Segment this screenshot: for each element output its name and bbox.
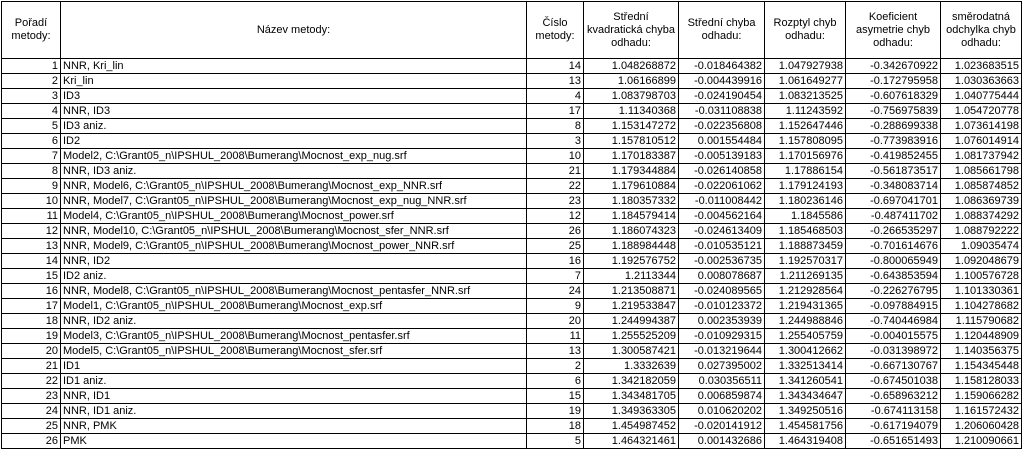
header-rank: Pořadí metody:	[2, 2, 61, 59]
cell-name: NNR, ID2	[61, 254, 527, 269]
cell-number: 22	[527, 179, 584, 194]
cell-rank: 5	[2, 119, 61, 134]
cell-number: 3	[527, 134, 584, 149]
cell-variance: 1.061649277	[765, 74, 846, 89]
cell-number: 8	[527, 119, 584, 134]
cell-rank: 10	[2, 194, 61, 209]
cell-skew: -0.288699338	[846, 119, 941, 134]
cell-variance: 1.192570317	[765, 254, 846, 269]
cell-rank: 14	[2, 254, 61, 269]
cell-mean: 0.001554484	[679, 134, 765, 149]
header-variance: Rozptyl chyb odhadu:	[765, 2, 846, 59]
cell-rmse: 1.184579414	[584, 209, 679, 224]
cell-mean: -0.018464382	[679, 59, 765, 74]
header-rmse: Střední kvadratická chyba odhadu:	[584, 2, 679, 59]
cell-variance: 1.185468503	[765, 224, 846, 239]
cell-mean: -0.020141912	[679, 419, 765, 434]
cell-skew: -0.419852455	[846, 149, 941, 164]
cell-variance: 1.343434647	[765, 389, 846, 404]
cell-stdev: 1.161572432	[941, 404, 1022, 419]
cell-rmse: 1.186074323	[584, 224, 679, 239]
cell-name: PMK	[61, 434, 527, 449]
table-row	[2, 104, 1022, 119]
cell-number: 18	[527, 419, 584, 434]
cell-rank: 16	[2, 284, 61, 299]
header-skew: Koeficient asymetrie chyb odhadu:	[846, 2, 941, 59]
cell-mean: -0.026140858	[679, 164, 765, 179]
cell-rmse: 1.06166899	[584, 74, 679, 89]
cell-stdev: 1.092048679	[941, 254, 1022, 269]
cell-mean: 0.001432686	[679, 434, 765, 449]
cell-mean: 0.002353939	[679, 314, 765, 329]
cell-name: ID3 aniz.	[61, 119, 527, 134]
table-row	[2, 254, 1022, 269]
cell-rmse: 1.343481705	[584, 389, 679, 404]
table-row	[2, 239, 1022, 254]
table-row	[2, 374, 1022, 389]
cell-skew: -0.004015575	[846, 329, 941, 344]
cell-stdev: 1.120448909	[941, 329, 1022, 344]
table-row	[2, 89, 1022, 104]
cell-skew: -0.756975839	[846, 104, 941, 119]
cell-stdev: 1.154345448	[941, 359, 1022, 374]
cell-number: 19	[527, 404, 584, 419]
cell-mean: -0.002536735	[679, 254, 765, 269]
cell-mean: -0.004562164	[679, 209, 765, 224]
cell-rank: 17	[2, 299, 61, 314]
cell-name: Model5, C:\Grant05_n\IPSHUL_2008\Bumerang\Mocnost_sfer.srf	[61, 344, 527, 359]
cell-mean: 0.010620202	[679, 404, 765, 419]
cell-rmse: 1.192576752	[584, 254, 679, 269]
cell-rank: 15	[2, 269, 61, 284]
cell-stdev: 1.115790682	[941, 314, 1022, 329]
cell-name: NNR, Model6, C:\Grant05_n\IPSHUL_2008\Bumerang\Mocnost_exp_NNR.srf	[61, 179, 527, 194]
table-row	[2, 119, 1022, 134]
table-row	[2, 299, 1022, 314]
cell-number: 23	[527, 194, 584, 209]
cell-number: 25	[527, 239, 584, 254]
table-row	[2, 344, 1022, 359]
cell-number: 10	[527, 149, 584, 164]
cell-stdev: 1.073614198	[941, 119, 1022, 134]
cell-rank: 24	[2, 404, 61, 419]
cell-rmse: 1.454987452	[584, 419, 679, 434]
cell-mean: -0.004439916	[679, 74, 765, 89]
cell-skew: -0.561873517	[846, 164, 941, 179]
cell-rmse: 1.179610884	[584, 179, 679, 194]
cell-name: Model2, C:\Grant05_n\IPSHUL_2008\Bumerang\Mocnost_exp_nug.srf	[61, 149, 527, 164]
table-row	[2, 224, 1022, 239]
cell-variance: 1.255405759	[765, 329, 846, 344]
cell-variance: 1.152647446	[765, 119, 846, 134]
cell-mean: -0.022061062	[679, 179, 765, 194]
table-row	[2, 359, 1022, 374]
cell-number: 17	[527, 104, 584, 119]
cell-mean: 0.030356511	[679, 374, 765, 389]
cell-rank: 26	[2, 434, 61, 449]
cell-number: 11	[527, 329, 584, 344]
cell-skew: -0.607618329	[846, 89, 941, 104]
cell-variance: 1.211269135	[765, 269, 846, 284]
cell-rmse: 1.464321461	[584, 434, 679, 449]
cell-name: NNR, ID3 aniz.	[61, 164, 527, 179]
header-number: Číslo metody:	[527, 2, 584, 59]
cell-mean: -0.024613409	[679, 224, 765, 239]
cell-stdev: 1.023683515	[941, 59, 1022, 74]
table-row	[2, 314, 1022, 329]
cell-skew: -0.487411702	[846, 209, 941, 224]
cell-number: 2	[527, 359, 584, 374]
cell-skew: -0.658963212	[846, 389, 941, 404]
table-row	[2, 209, 1022, 224]
cell-name: Model1, C:\Grant05_n\IPSHUL_2008\Bumerang\Mocnost_exp.srf	[61, 299, 527, 314]
cell-skew: -0.643853594	[846, 269, 941, 284]
cell-name: Model3, C:\Grant05_n\IPSHUL_2008\Bumerang\Mocnost_pentasfer.srf	[61, 329, 527, 344]
cell-skew: -0.172795958	[846, 74, 941, 89]
cell-mean: 0.006859874	[679, 389, 765, 404]
cell-mean: -0.005139183	[679, 149, 765, 164]
cell-stdev: 1.140356375	[941, 344, 1022, 359]
cell-name: ID2 aniz.	[61, 269, 527, 284]
cell-rank: 23	[2, 389, 61, 404]
cell-rmse: 1.153147272	[584, 119, 679, 134]
cell-rmse: 1.179344884	[584, 164, 679, 179]
cell-rank: 21	[2, 359, 61, 374]
cell-stdev: 1.088792222	[941, 224, 1022, 239]
cell-skew: -0.651651493	[846, 434, 941, 449]
cell-skew: -0.697041701	[846, 194, 941, 209]
table-row	[2, 404, 1022, 419]
cell-stdev: 1.158128033	[941, 374, 1022, 389]
cell-variance: 1.464319408	[765, 434, 846, 449]
cell-variance: 1.188873459	[765, 239, 846, 254]
cell-number: 12	[527, 209, 584, 224]
table-row	[2, 269, 1022, 284]
cell-variance: 1.1845586	[765, 209, 846, 224]
cell-number: 20	[527, 314, 584, 329]
cell-rmse: 1.244994387	[584, 314, 679, 329]
cell-variance: 1.17886154	[765, 164, 846, 179]
cell-number: 9	[527, 299, 584, 314]
table-row	[2, 179, 1022, 194]
cell-skew: -0.773983916	[846, 134, 941, 149]
cell-stdev: 1.085661798	[941, 164, 1022, 179]
cell-mean: -0.022356808	[679, 119, 765, 134]
cell-number: 16	[527, 254, 584, 269]
cell-skew: -0.226276795	[846, 284, 941, 299]
cell-stdev: 1.09035474	[941, 239, 1022, 254]
cell-variance: 1.157808095	[765, 134, 846, 149]
cell-variance: 1.083213525	[765, 89, 846, 104]
cell-name: NNR, PMK	[61, 419, 527, 434]
cell-variance: 1.341260541	[765, 374, 846, 389]
header-name: Název metody:	[61, 2, 527, 59]
table-row	[2, 419, 1022, 434]
cell-rank: 4	[2, 104, 61, 119]
cell-number: 13	[527, 74, 584, 89]
cell-name: NNR, ID3	[61, 104, 527, 119]
cell-stdev: 1.085874852	[941, 179, 1022, 194]
cell-number: 5	[527, 434, 584, 449]
cell-stdev: 1.076014914	[941, 134, 1022, 149]
cell-stdev: 1.040775444	[941, 89, 1022, 104]
cell-variance: 1.244988846	[765, 314, 846, 329]
cell-mean: -0.013219644	[679, 344, 765, 359]
table-row	[2, 284, 1022, 299]
cell-rank: 3	[2, 89, 61, 104]
cell-stdev: 1.206060428	[941, 419, 1022, 434]
cell-variance: 1.300412662	[765, 344, 846, 359]
cell-rmse: 1.180357332	[584, 194, 679, 209]
table-row	[2, 194, 1022, 209]
table-row	[2, 164, 1022, 179]
cell-skew: -0.031398972	[846, 344, 941, 359]
cell-rmse: 1.083798703	[584, 89, 679, 104]
cell-stdev: 1.101330361	[941, 284, 1022, 299]
cell-number: 4	[527, 89, 584, 104]
cell-stdev: 1.104278682	[941, 299, 1022, 314]
cell-mean: -0.011008442	[679, 194, 765, 209]
header-mean: Střední chyba odhadu:	[679, 2, 765, 59]
cell-stdev: 1.100576728	[941, 269, 1022, 284]
cell-name: ID1	[61, 359, 527, 374]
cell-rmse: 1.048268872	[584, 59, 679, 74]
cell-name: NNR, Kri_lin	[61, 59, 527, 74]
cell-name: NNR, Model8, C:\Grant05_n\IPSHUL_2008\Bumerang\Mocnost_pentasfer_NNR.srf	[61, 284, 527, 299]
cell-number: 21	[527, 164, 584, 179]
cell-stdev: 1.081737942	[941, 149, 1022, 164]
cell-variance: 1.349250516	[765, 404, 846, 419]
cell-number: 7	[527, 269, 584, 284]
table-row	[2, 434, 1022, 449]
cell-mean: -0.024190454	[679, 89, 765, 104]
cell-mean: -0.031108838	[679, 104, 765, 119]
cell-skew: -0.342670922	[846, 59, 941, 74]
cell-rank: 9	[2, 179, 61, 194]
cell-rmse: 1.255525209	[584, 329, 679, 344]
cell-name: NNR, ID1	[61, 389, 527, 404]
cell-variance: 1.170156976	[765, 149, 846, 164]
cell-variance: 1.212928564	[765, 284, 846, 299]
cell-stdev: 1.030363663	[941, 74, 1022, 89]
cell-skew: -0.701614676	[846, 239, 941, 254]
table-row	[2, 74, 1022, 89]
cell-rank: 18	[2, 314, 61, 329]
cell-stdev: 1.088374292	[941, 209, 1022, 224]
header-row	[2, 2, 1022, 59]
cell-rank: 2	[2, 74, 61, 89]
cell-name: Kri_lin	[61, 74, 527, 89]
cell-name: ID2	[61, 134, 527, 149]
cell-skew: -0.617194079	[846, 419, 941, 434]
cell-skew: -0.674501038	[846, 374, 941, 389]
cell-skew: -0.674113158	[846, 404, 941, 419]
table-row	[2, 329, 1022, 344]
cell-variance: 1.11243592	[765, 104, 846, 119]
cell-name: NNR, Model10, C:\Grant05_n\IPSHUL_2008\Bumerang\Mocnost_sfer_NNR.srf	[61, 224, 527, 239]
cell-number: 15	[527, 389, 584, 404]
cell-rank: 6	[2, 134, 61, 149]
cell-skew: -0.266535297	[846, 224, 941, 239]
results-table	[1, 1, 1022, 449]
cell-rmse: 1.157810512	[584, 134, 679, 149]
cell-skew: -0.097884915	[846, 299, 941, 314]
cell-variance: 1.180236146	[765, 194, 846, 209]
cell-variance: 1.454581756	[765, 419, 846, 434]
cell-name: Model4, C:\Grant05_n\IPSHUL_2008\Bumerang\Mocnost_power.srf	[61, 209, 527, 224]
cell-variance: 1.047927938	[765, 59, 846, 74]
cell-skew: -0.667130767	[846, 359, 941, 374]
cell-rank: 7	[2, 149, 61, 164]
cell-name: NNR, ID2 aniz.	[61, 314, 527, 329]
cell-rmse: 1.300587421	[584, 344, 679, 359]
cell-rmse: 1.342182059	[584, 374, 679, 389]
cell-rmse: 1.213508871	[584, 284, 679, 299]
cell-rmse: 1.188984448	[584, 239, 679, 254]
cell-skew: -0.348083714	[846, 179, 941, 194]
cell-rmse: 1.349363305	[584, 404, 679, 419]
cell-rmse: 1.170183387	[584, 149, 679, 164]
cell-rank: 8	[2, 164, 61, 179]
cell-number: 26	[527, 224, 584, 239]
cell-rmse: 1.2113344	[584, 269, 679, 284]
cell-rank: 19	[2, 329, 61, 344]
cell-rmse: 1.3332639	[584, 359, 679, 374]
cell-mean: -0.010535121	[679, 239, 765, 254]
cell-rank: 25	[2, 419, 61, 434]
cell-stdev: 1.054720778	[941, 104, 1022, 119]
cell-mean: 0.008078687	[679, 269, 765, 284]
cell-name: NNR, ID1 aniz.	[61, 404, 527, 419]
cell-variance: 1.179124193	[765, 179, 846, 194]
cell-rmse: 1.11340368	[584, 104, 679, 119]
cell-rank: 11	[2, 209, 61, 224]
cell-rmse: 1.219533847	[584, 299, 679, 314]
cell-name: NNR, Model7, C:\Grant05_n\IPSHUL_2008\Bumerang\Mocnost_exp_nug_NNR.srf	[61, 194, 527, 209]
cell-variance: 1.219431365	[765, 299, 846, 314]
table-row	[2, 134, 1022, 149]
cell-number: 6	[527, 374, 584, 389]
cell-rank: 13	[2, 239, 61, 254]
table-row	[2, 149, 1022, 164]
cell-name: ID3	[61, 89, 527, 104]
header-stdev: směrodatná odchylka chyb odhadu:	[941, 2, 1022, 59]
cell-rank: 1	[2, 59, 61, 74]
cell-stdev: 1.210090661	[941, 434, 1022, 449]
cell-skew: -0.740446984	[846, 314, 941, 329]
cell-stdev: 1.159066282	[941, 389, 1022, 404]
cell-name: NNR, Model9, C:\Grant05_n\IPSHUL_2008\Bumerang\Mocnost_power_NNR.srf	[61, 239, 527, 254]
cell-mean: -0.024089565	[679, 284, 765, 299]
table-row	[2, 389, 1022, 404]
cell-number: 24	[527, 284, 584, 299]
cell-mean: -0.010929315	[679, 329, 765, 344]
cell-mean: 0.027395002	[679, 359, 765, 374]
cell-rank: 12	[2, 224, 61, 239]
cell-name: ID1 aniz.	[61, 374, 527, 389]
cell-skew: -0.800065949	[846, 254, 941, 269]
table-row	[2, 59, 1022, 74]
cell-mean: -0.010123372	[679, 299, 765, 314]
cell-rank: 20	[2, 344, 61, 359]
cell-number: 14	[527, 59, 584, 74]
cell-number: 13	[527, 344, 584, 359]
cell-stdev: 1.086369739	[941, 194, 1022, 209]
cell-variance: 1.332513414	[765, 359, 846, 374]
cell-rank: 22	[2, 374, 61, 389]
